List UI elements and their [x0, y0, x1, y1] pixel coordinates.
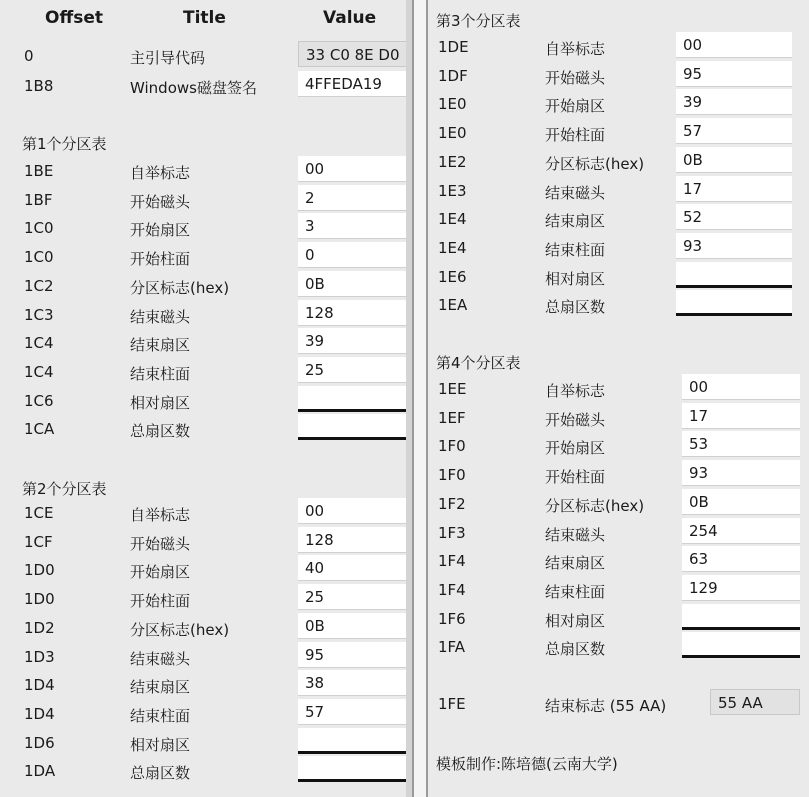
row-title: 开始扇区	[545, 439, 606, 457]
value-field[interactable]	[682, 632, 800, 658]
value-field[interactable]: 55 AA	[710, 689, 800, 715]
row-title: 自举标志	[545, 382, 606, 400]
row-offset: 1E6	[438, 268, 467, 286]
row-offset: 1BE	[24, 162, 54, 180]
row-title: 开始扇区	[130, 563, 191, 581]
value-field[interactable]: 93	[676, 233, 792, 259]
section-title-partition-1: 第1个分区表	[22, 135, 107, 153]
value-field[interactable]: 95	[676, 61, 792, 87]
row-title: 主引导代码	[130, 49, 206, 67]
row-offset: 1E4	[438, 239, 467, 257]
right-panel	[426, 0, 809, 797]
row-title: 结束磁头	[545, 526, 606, 544]
row-offset: 1F6	[438, 610, 466, 628]
row-title: 自举标志	[130, 164, 191, 182]
row-offset: 1F0	[438, 437, 466, 455]
value-field[interactable]: 0B	[298, 613, 412, 639]
row-title: 结束标志 (55 AA)	[545, 697, 667, 715]
value-field[interactable]: 53	[682, 431, 800, 457]
value-field[interactable]: 0B	[682, 489, 800, 515]
row-offset: 1DA	[24, 762, 56, 780]
value-field[interactable]: 40	[298, 555, 412, 581]
row-title: 结束磁头	[130, 308, 191, 326]
row-title: 结束扇区	[130, 678, 191, 696]
row-title: 自举标志	[545, 40, 606, 58]
value-field[interactable]: 39	[298, 328, 412, 354]
row-offset: 1BF	[24, 191, 53, 209]
row-title: 结束柱面	[545, 583, 606, 601]
row-offset: 1C3	[24, 306, 54, 324]
value-field[interactable]: 33 C0 8E D0	[298, 41, 412, 67]
row-offset: 1C2	[24, 277, 54, 295]
row-title: 总扇区数	[545, 298, 606, 316]
row-title: 相对扇区	[130, 736, 191, 754]
value-field[interactable]: 129	[682, 575, 800, 601]
panel-divider	[414, 0, 426, 797]
row-offset: 1FE	[438, 695, 466, 713]
value-field[interactable]: 63	[682, 546, 800, 572]
value-field[interactable]: 95	[298, 642, 412, 668]
row-offset: 1CF	[24, 533, 53, 551]
value-field[interactable]: 128	[298, 527, 412, 553]
row-title: 分区标志(hex)	[545, 155, 645, 173]
scrollbar[interactable]	[406, 0, 412, 797]
row-title: 开始磁头	[130, 193, 191, 211]
row-offset: 1DF	[438, 67, 468, 85]
value-field[interactable]: 00	[676, 32, 792, 58]
row-title: 结束柱面	[130, 707, 191, 725]
row-offset: 1CA	[24, 420, 55, 438]
row-title: 分区标志(hex)	[130, 621, 230, 639]
row-offset: 0	[24, 47, 34, 65]
value-field[interactable]: 3	[298, 213, 412, 239]
row-title: 结束扇区	[545, 212, 606, 230]
row-offset: 1E0	[438, 124, 467, 142]
value-field[interactable]	[298, 756, 412, 782]
value-field[interactable]: 4FFEDA19	[298, 71, 412, 97]
value-field[interactable]: 00	[682, 374, 800, 400]
value-field[interactable]: 254	[682, 518, 800, 544]
row-title: 分区标志(hex)	[130, 279, 230, 297]
row-offset: 1E4	[438, 210, 467, 228]
row-offset: 1D2	[24, 619, 55, 637]
value-field[interactable]	[682, 604, 800, 630]
row-title: 相对扇区	[545, 612, 606, 630]
row-title: 总扇区数	[545, 640, 606, 658]
value-field[interactable]: 2	[298, 185, 412, 211]
credit-text: 模板制作:陈培德(云南大学)	[436, 755, 618, 773]
section-title-partition-3: 第3个分区表	[436, 12, 521, 30]
row-offset: 1F2	[438, 495, 466, 513]
header-value: Value	[323, 8, 377, 28]
row-title: 结束柱面	[545, 241, 606, 259]
row-title: 总扇区数	[130, 422, 191, 440]
row-title: 开始柱面	[130, 592, 191, 610]
row-offset: 1B8	[24, 77, 54, 95]
value-field[interactable]	[298, 728, 412, 754]
row-offset: 1EA	[438, 296, 468, 314]
row-offset: 1F3	[438, 524, 466, 542]
row-offset: 1EE	[438, 380, 467, 398]
row-offset: 1D3	[24, 648, 55, 666]
row-offset: 1DE	[438, 38, 469, 56]
row-offset: 1D4	[24, 676, 55, 694]
section-title-partition-2: 第2个分区表	[22, 480, 107, 498]
header-offset: Offset	[45, 8, 103, 28]
row-title: 结束磁头	[545, 184, 606, 202]
row-title: 相对扇区	[545, 270, 606, 288]
row-title: 开始磁头	[130, 535, 191, 553]
value-field[interactable]: 128	[298, 300, 412, 326]
value-field[interactable]: 39	[676, 89, 792, 115]
value-field[interactable]: 0B	[298, 271, 412, 297]
value-field[interactable]: 25	[298, 584, 412, 610]
row-offset: 1D4	[24, 705, 55, 723]
value-field[interactable]: 00	[298, 498, 412, 524]
row-offset: 1C0	[24, 219, 54, 237]
row-title: 结束扇区	[545, 554, 606, 572]
value-field[interactable]: 00	[298, 156, 412, 182]
row-title: 开始柱面	[545, 468, 606, 486]
row-title: 开始柱面	[545, 126, 606, 144]
row-offset: 1E2	[438, 153, 467, 171]
row-title: 开始磁头	[545, 69, 606, 87]
row-offset: 1E3	[438, 182, 467, 200]
row-offset: 1D6	[24, 734, 55, 752]
row-title: Windows磁盘签名	[130, 79, 257, 97]
row-offset: 1D0	[24, 561, 55, 579]
row-offset: 1D0	[24, 590, 55, 608]
row-offset: 1FA	[438, 638, 466, 656]
row-title: 结束磁头	[130, 650, 191, 668]
value-field[interactable]: 57	[298, 699, 412, 725]
row-title: 结束扇区	[130, 336, 191, 354]
value-field[interactable]	[676, 262, 792, 288]
row-offset: 1E0	[438, 95, 467, 113]
value-field[interactable]: 17	[676, 176, 792, 202]
row-title: 相对扇区	[130, 394, 191, 412]
row-offset: 1CE	[24, 504, 54, 522]
value-field[interactable]: 57	[676, 118, 792, 144]
value-field[interactable]	[676, 290, 792, 316]
row-title: 开始扇区	[545, 97, 606, 115]
row-offset: 1EF	[438, 409, 466, 427]
value-field[interactable]: 0B	[676, 147, 792, 173]
value-field[interactable]: 38	[298, 670, 412, 696]
row-offset: 1F4	[438, 581, 466, 599]
row-offset: 1C4	[24, 363, 54, 381]
row-title: 开始扇区	[130, 221, 191, 239]
value-field[interactable]	[298, 414, 412, 440]
row-title: 自举标志	[130, 506, 191, 524]
row-title: 开始磁头	[545, 411, 606, 429]
value-field[interactable]: 52	[676, 204, 792, 230]
value-field[interactable]	[298, 386, 412, 412]
row-offset: 1F0	[438, 466, 466, 484]
row-offset: 1F4	[438, 552, 466, 570]
row-offset: 1C0	[24, 248, 54, 266]
row-title: 分区标志(hex)	[545, 497, 645, 515]
row-offset: 1C6	[24, 392, 54, 410]
value-field[interactable]: 17	[682, 403, 800, 429]
row-title: 开始柱面	[130, 250, 191, 268]
header-title: Title	[183, 8, 226, 28]
row-title: 总扇区数	[130, 764, 191, 782]
value-field[interactable]: 93	[682, 460, 800, 486]
value-field[interactable]: 25	[298, 357, 412, 383]
value-field[interactable]: 0	[298, 242, 412, 268]
row-title: 结束柱面	[130, 365, 191, 383]
row-offset: 1C4	[24, 334, 54, 352]
section-title-partition-4: 第4个分区表	[436, 354, 521, 372]
